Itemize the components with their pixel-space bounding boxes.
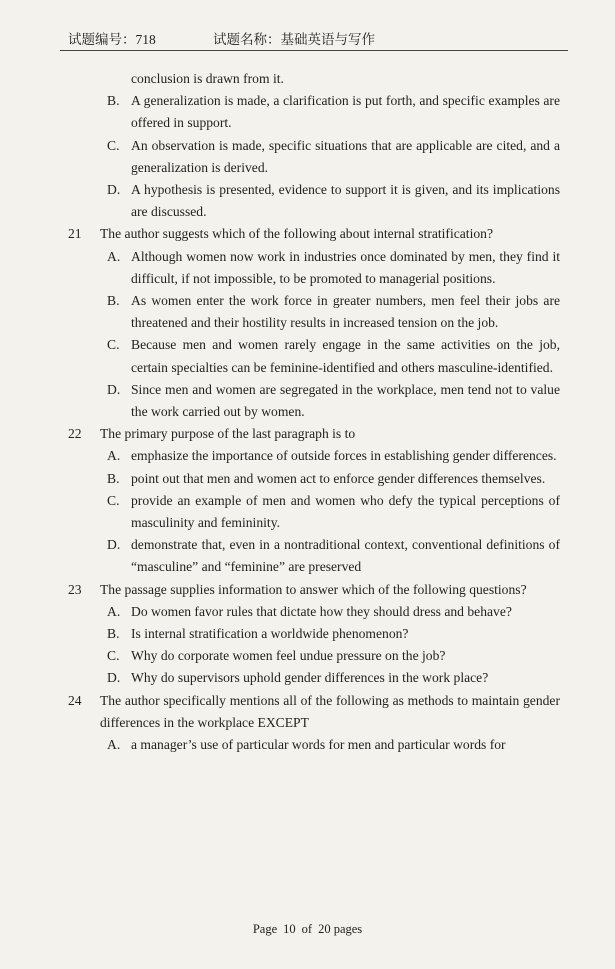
option-label: B. xyxy=(107,93,120,109)
exam-code: 试题编号：718 xyxy=(68,32,156,47)
option-label: C. xyxy=(107,648,120,664)
option-label: C. xyxy=(107,137,120,153)
option-text: An observation is made, specific situations that are applicable are cited, and a generalization is derived. xyxy=(131,137,560,175)
option-text: Although women now work in industries once dominated by men, they find it difficult, if not impossible, to be promoted to managerial positions. xyxy=(131,248,560,286)
option-label: A. xyxy=(107,248,121,264)
option-21-d xyxy=(0,379,615,423)
option-label: D. xyxy=(107,670,121,686)
option-label: B. xyxy=(107,293,120,309)
option-text: Why do corporate women feel undue pressure on the job? xyxy=(131,648,446,664)
question-stem: The author suggests which of the following about internal stratification? xyxy=(100,226,493,242)
option-23-a xyxy=(0,601,615,623)
total-pages: 20 pages xyxy=(318,922,363,936)
option-label: D. xyxy=(107,537,121,553)
option-text: Is internal stratification a worldwide phenomenon? xyxy=(131,626,409,642)
option-text: a manager’s use of particular words for men and particular words for xyxy=(131,737,506,753)
option-text: emphasize the importance of outside forces in establishing gender differences. xyxy=(131,448,557,464)
question-24 xyxy=(0,690,615,734)
continuation-text: conclusion is drawn from it. xyxy=(131,71,284,86)
question-21 xyxy=(0,223,615,245)
option-label: C. xyxy=(107,492,120,508)
option-label: B. xyxy=(107,470,120,486)
question-stem: The primary purpose of the last paragraph is to xyxy=(100,426,356,442)
option-text: provide an example of men and women who defy the typical perceptions of masculinity and femininity. xyxy=(131,492,560,531)
option-23-c xyxy=(0,645,615,667)
page-header xyxy=(68,28,568,48)
option-label: A. xyxy=(107,603,121,619)
option-22-c xyxy=(0,490,615,534)
option-text: Since men and women are segregated in the workplace, men tend not to value the work carried out by women. xyxy=(131,381,560,420)
option-text: A hypothesis is presented, evidence to support it is given, and its implications are discussed. xyxy=(131,182,560,220)
question-stem: The passage supplies information to answer which of the following questions? xyxy=(100,581,527,597)
question-23 xyxy=(0,579,615,601)
page-number: 10 xyxy=(283,922,296,936)
option-label: A. xyxy=(107,448,121,464)
option-21-a xyxy=(0,246,615,290)
question-number: 24 xyxy=(68,692,82,708)
option-23-b xyxy=(0,623,615,645)
header-divider xyxy=(60,50,568,51)
option-24-a xyxy=(0,734,615,756)
option-text: point out that men and women act to enforce gender differences themselves. xyxy=(131,470,546,486)
option-21-c xyxy=(0,334,615,378)
option-text: As women enter the work force in greater numbers, men feel their jobs are threatened and their hostility results in increased tension on the job. xyxy=(131,293,560,331)
option-22-d xyxy=(0,534,615,578)
page-footer xyxy=(0,922,615,937)
option-text: Because men and women rarely engage in the same activities on the job, certain specialties can be feminine-identified and others masculine-identified. xyxy=(131,337,560,375)
question-number: 23 xyxy=(68,581,82,597)
option-text: Why do supervisors uphold gender differences in the work place? xyxy=(131,670,489,686)
option-22-b xyxy=(0,468,615,490)
question-number: 21 xyxy=(68,226,82,242)
option-text: demonstrate that, even in a nontraditional context, conventional definitions of “masculine” and “feminine” are preserved xyxy=(131,537,560,575)
option-20-b xyxy=(0,90,615,134)
option-label: A. xyxy=(107,737,121,753)
option-21-b xyxy=(0,290,615,334)
option-label: C. xyxy=(107,337,120,353)
option-20-d xyxy=(0,179,615,223)
option-label: D. xyxy=(107,381,121,397)
option-text: Do women favor rules that dictate how they should dress and behave? xyxy=(131,603,512,619)
option-label: D. xyxy=(107,182,121,198)
option-label: B. xyxy=(107,626,120,642)
option-20-c xyxy=(0,135,615,179)
question-number: 22 xyxy=(68,426,82,442)
page-word: Page xyxy=(252,922,278,936)
of-word: of xyxy=(301,922,313,936)
option-text: A generalization is made, a clarification is put forth, and specific examples are offered in support. xyxy=(131,93,560,131)
question-content xyxy=(0,68,615,756)
question-stem: The author specifically mentions all of the following as methods to maintain gender differences in the workplace EXCEPT xyxy=(100,692,560,730)
option-22-a xyxy=(0,445,615,467)
option-23-d xyxy=(0,667,615,689)
question-22 xyxy=(0,423,615,445)
exam-name: 试题名称：基础英语与写作 xyxy=(213,32,375,47)
